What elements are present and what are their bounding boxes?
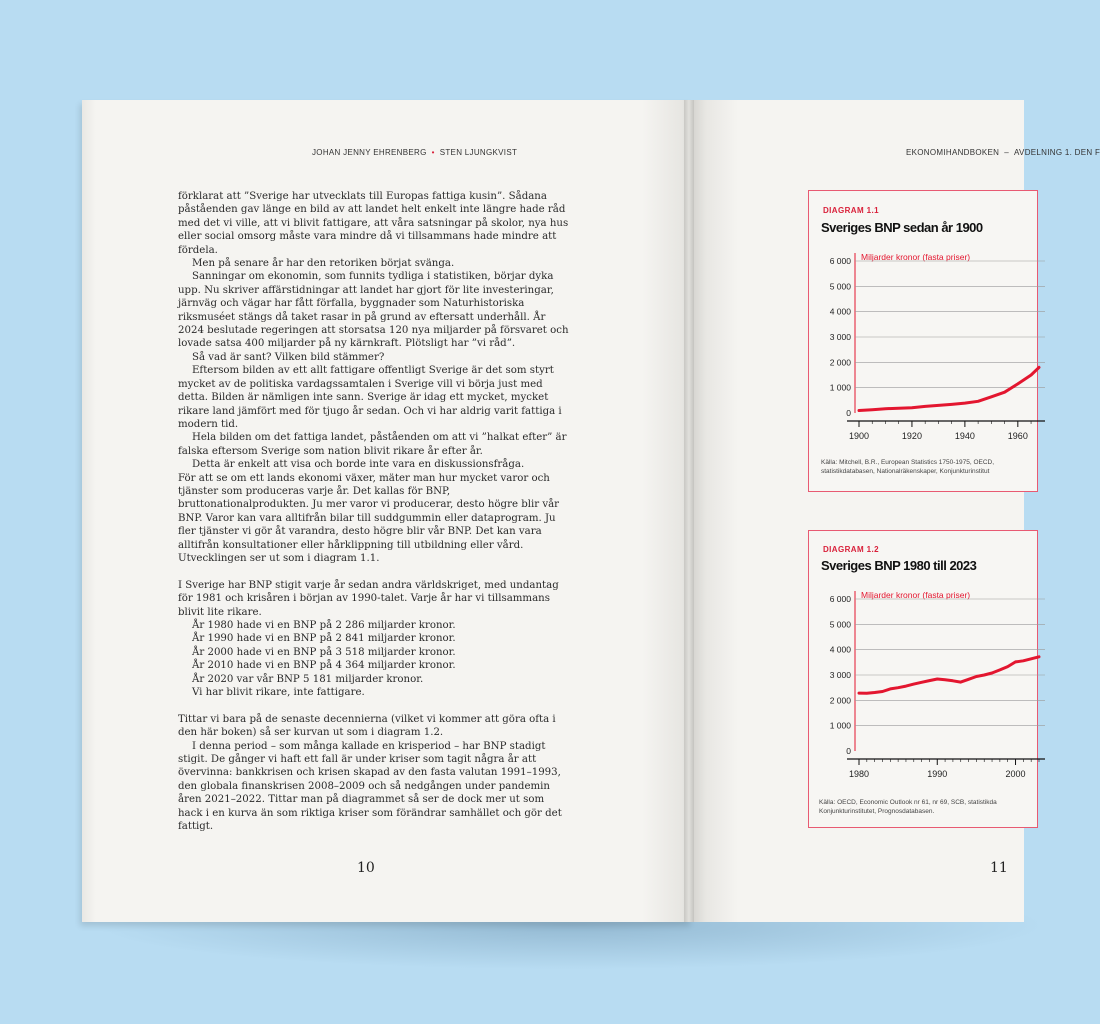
chart-source bbox=[819, 799, 997, 816]
paragraph: År 2010 hade vi en BNP på 4 364 miljarder kronor. bbox=[192, 660, 456, 672]
paragraph: förklarat att ”Sverige har utvecklats till Europas fattiga kusin”. Sådana påståenden gav länge en bild av att landet helt enkelt inte längre hade råd med det vi ville, att vi blivit fattigare, att våra satsningar på skolor, nya hus eller social omsorg måste vara mindre då vi tillsammans hade mindre att fördela. bbox=[178, 191, 569, 256]
body-text bbox=[178, 190, 570, 833]
series-line bbox=[859, 367, 1039, 410]
paragraph: År 2020 var vår BNP 5 181 miljarder kronor. bbox=[192, 673, 424, 685]
paragraph-gap bbox=[178, 565, 570, 578]
x-tick-label: 1920 bbox=[901, 431, 922, 441]
y-tick-label: 3 000 bbox=[829, 670, 851, 680]
chart-label: DIAGRAM 1.2 bbox=[823, 545, 879, 554]
author-name-2: STEN LJUNGKVIST bbox=[439, 148, 518, 157]
y-tick-label: 4 000 bbox=[829, 306, 851, 317]
y-tick-label: 3 000 bbox=[829, 332, 851, 342]
source-line: Källa: Mitchell, B.R., European Statistics 1750-1975, OECD, bbox=[821, 459, 995, 466]
right-running-head bbox=[906, 148, 1100, 157]
chart-title: Sveriges BNP sedan år 1900 bbox=[821, 220, 983, 235]
x-tick-label: 1940 bbox=[954, 431, 975, 441]
paragraph: Men på senare år har den retoriken börjat svänga. bbox=[192, 258, 455, 270]
running-head-separator: – bbox=[1004, 148, 1010, 157]
author-name-1: JOHAN JENNY EHRENBERG bbox=[312, 148, 427, 157]
left-running-head bbox=[312, 148, 517, 157]
source-line: statistikdatabasen, Nationalräkenskaper, Konjunkturinstitut bbox=[821, 467, 990, 475]
book-title: EKONOMIHANDBOKEN bbox=[906, 148, 1000, 157]
chart-plot bbox=[821, 249, 1037, 469]
x-tick-label: 1980 bbox=[848, 769, 870, 779]
source-line: Källa: OECD, Economic Outlook nr 61, nr 69, SCB, statistikda bbox=[819, 799, 997, 806]
paragraph: För att se om ett lands ekonomi växer, mäter man hur mycket varor och tjänster som produceras varje år. Det kallas för BNP, bruttonationalprodukten. Ju mer varor vi producerar, desto högre blir vår BNP. Varor kan vara alltifrån bilar till suddgummin eller dataprogram. Ju fler tjänster vi gör åt varandra, desto högre blir vår BNP. Det kan vara alltifrån konsultationer eller hårklippning till utbildning eller vård. Utvecklingen ser ut som i diagram 1.1. bbox=[178, 472, 560, 564]
y-tick-label: 6 000 bbox=[829, 594, 851, 604]
y-tick-label: 0 bbox=[846, 746, 851, 756]
y-tick-label: 4 000 bbox=[829, 644, 851, 655]
y-tick-label: 5 000 bbox=[829, 619, 851, 630]
paragraph: År 1980 hade vi en BNP på 2 286 miljarder kronor. bbox=[192, 619, 456, 631]
y-tick-label: 2 000 bbox=[829, 357, 851, 368]
chart-label: DIAGRAM 1.1 bbox=[823, 206, 879, 215]
x-tick-label: 1900 bbox=[848, 431, 870, 441]
paragraph: Tittar vi bara på de senaste decennierna (vilket vi kommer att göra ofta i den här boken) så ser kurvan ut som i diagram 1.2. bbox=[178, 713, 556, 739]
paragraph: Så vad är sant? Vilken bild stämmer? bbox=[192, 351, 385, 363]
section-title: AVDELNING 1. DEN F bbox=[1014, 148, 1100, 157]
paragraph: År 2000 hade vi en BNP på 3 518 miljarder kronor. bbox=[192, 646, 456, 658]
x-tick-label: 1960 bbox=[1007, 431, 1028, 441]
paragraph-gap bbox=[178, 699, 570, 712]
paragraph: I denna period – som många kallade en krisperiod – har BNP stadigt stigit. De gånger vi haft ett fall är under kriser som tagit några år att övervinna: bankkrisen och krisen skapad av den fasta valutan 1991–1993, den globala finanskrisen 2008–2009 och så nedgången under pandemin åren 2021–2022. Tittar man på diagrammet så ser de dock mer ut som hack i en kurva än som riktiga kriser som förändrar samhället och gör det fattigt. bbox=[178, 740, 562, 833]
y-tick-label: 2 000 bbox=[829, 695, 851, 706]
paragraph: Hela bilden om det fattiga landet, påståenden om att vi ”halkat efter” är falska eftersom Sverige som nation blivit rikare år efter år. bbox=[178, 432, 567, 457]
y-tick-label: 1 000 bbox=[829, 382, 851, 393]
paragraph: Detta är enkelt att visa och borde inte vara en diskussionsfråga. bbox=[192, 459, 525, 471]
source-line: Konjunkturinstitutet, Prognosdatabasen. bbox=[819, 807, 935, 815]
y-axis-label: Miljarder kronor (fasta priser) bbox=[861, 252, 971, 262]
y-axis-label: Miljarder kronor (fasta priser) bbox=[861, 590, 971, 600]
paragraph: Vi har blivit rikare, inte fattigare. bbox=[192, 687, 365, 699]
chart-source bbox=[821, 459, 994, 476]
paragraph: År 1990 hade vi en BNP på 2 841 miljarder kronor. bbox=[192, 633, 456, 645]
x-tick-label: 1990 bbox=[927, 769, 948, 779]
diagram-1-1 bbox=[808, 190, 1038, 492]
right-page-number: 11 bbox=[990, 860, 1008, 876]
paragraph: I Sverige har BNP stigit varje år sedan andra världskriget, med undantag för 1981 och krisåren i början av 1990-talet. Varje år har vi tillsammans blivit lite rikare. bbox=[178, 579, 559, 618]
y-tick-label: 0 bbox=[846, 408, 851, 418]
y-tick-label: 1 000 bbox=[829, 720, 851, 731]
paragraph: Eftersom bilden av ett allt fattigare offentligt Sverige är det som styrt mycket av de politiska vardagssamtalen i Sverige vill vi börja just med detta. Bilden är nämligen inte sann. Sverige är idag ett mycket, mycket rikare land jämfört med för tjugo år sedan. Och vi har aldrig varit fattiga i modern tid. bbox=[178, 365, 562, 430]
diagram-1-2 bbox=[808, 530, 1038, 828]
y-tick-label: 6 000 bbox=[829, 256, 851, 266]
x-tick-label: 2000 bbox=[1005, 769, 1026, 779]
chart-plot bbox=[821, 587, 1037, 807]
y-tick-label: 5 000 bbox=[829, 281, 851, 292]
paragraph: Sanningar om ekonomin, som funnits tydliga i statistiken, börjar dyka upp. Nu skriver affärstidningar att landet har gjort för lite investeringar, järnväg och vägar har fått förfalla, byggnader som Naturhistoriska riksmuséet stängs då taket rasar in på grund av eftersatt underhåll. År 2024 beslutade regeringen att storsatsa 120 nya miljarder på försvaret och lovade satsa 400 miljarder på ny kärnkraft. Plötsligt har ”vi råd”. bbox=[178, 271, 569, 350]
chart-title: Sveriges BNP 1980 till 2023 bbox=[821, 558, 977, 573]
book-gutter bbox=[684, 100, 694, 922]
left-page-number: 10 bbox=[357, 860, 375, 876]
running-head-separator: • bbox=[431, 148, 435, 157]
